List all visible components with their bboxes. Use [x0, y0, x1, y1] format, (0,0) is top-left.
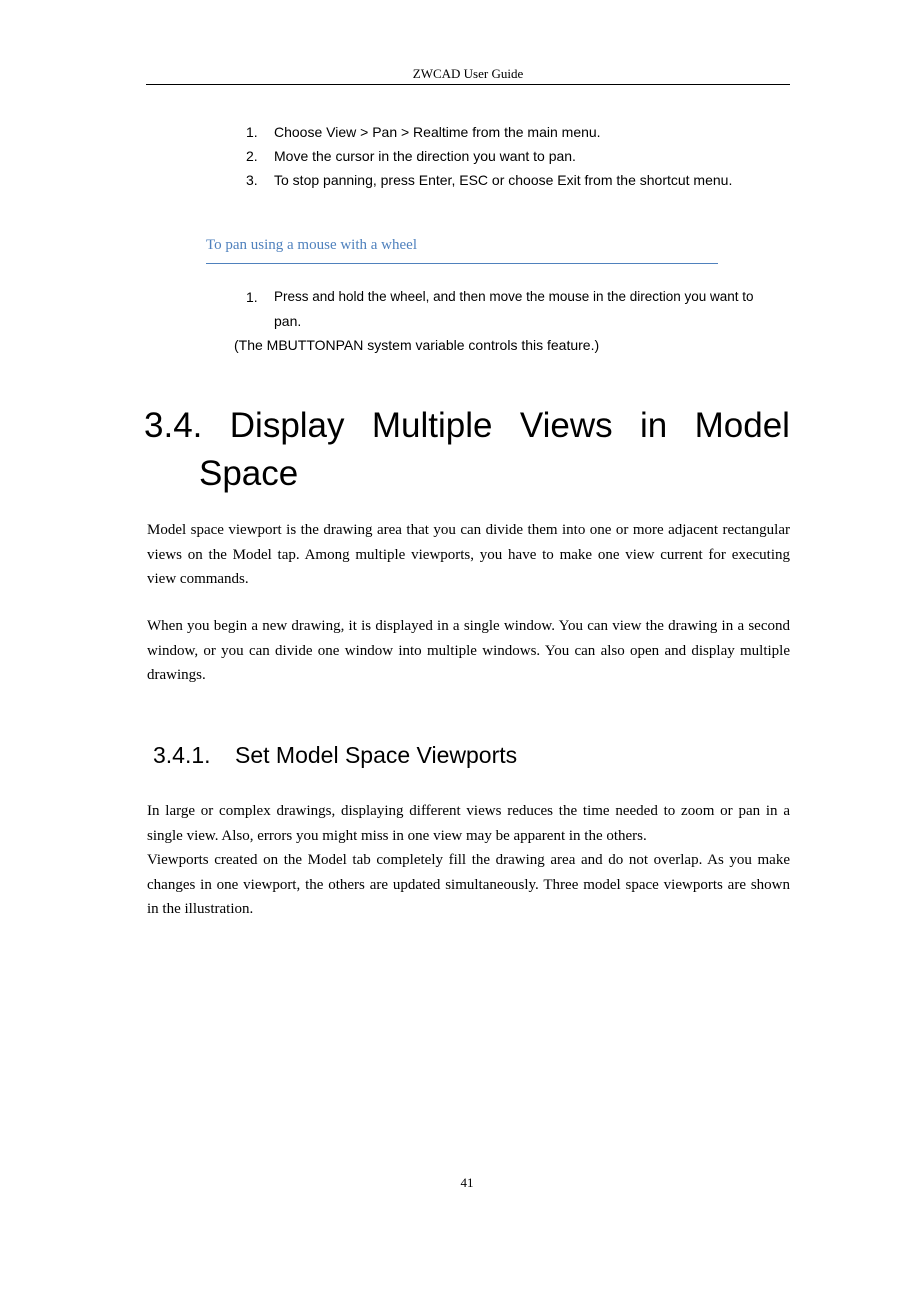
step-number: 1. — [246, 289, 258, 305]
step-text: Move the cursor in the direction you want to pan. — [274, 148, 576, 164]
procedure-heading-text: To pan using a mouse with a wheel — [206, 237, 417, 253]
subsection-number: 3.4.1. — [153, 742, 211, 768]
section-heading — [144, 402, 790, 498]
section-title-word: in — [640, 406, 668, 445]
step-number: 1. — [246, 124, 258, 140]
step-text: Choose View > Pan > Realtime from the main menu. — [274, 124, 601, 140]
step-number: 3. — [246, 172, 258, 188]
step-text: To stop panning, press Enter, ESC or choose Exit from the shortcut menu. — [274, 172, 733, 188]
subsection-title: Set Model Space Viewports — [235, 742, 518, 768]
section-heading-line1 — [144, 402, 790, 450]
procedure-heading — [206, 235, 718, 264]
header-title: ZWCAD User Guide — [412, 66, 524, 81]
page-number: 41 — [460, 1175, 474, 1190]
note-text: (The MBUTTONPAN system variable controls this feature.) — [234, 337, 600, 353]
step-number: 2. — [246, 148, 258, 164]
subsection-paragraph: In large or complex drawings, displaying different views reduces the time needed to zoom or pan in a single view. Also, errors you might miss in one view may be apparent in the others. — [147, 803, 790, 844]
section-title-word: Views — [519, 406, 613, 445]
section-paragraph: Model space viewport is the drawing area that you can divide them into one or more adjacent rectangular views on the Model tap. Among multiple viewports, you have to make one view current for executing view commands. — [147, 522, 790, 587]
step-text-continued: pan. — [274, 313, 302, 329]
section-title-word: Model — [694, 406, 790, 445]
subsection-paragraph: Viewports created on the Model tab completely fill the drawing area and do not overlap. As you make changes in one viewport, the others are updated simultaneously. Three model space viewports are shown in the illustration. — [147, 852, 790, 917]
section-title-word: Display — [229, 406, 345, 445]
section-paragraph: When you begin a new drawing, it is displayed in a single window. You can view the drawing in a second window, or you can divide one window into multiple windows. You can also open and display multiple drawings. — [147, 618, 790, 683]
section-number: 3.4. — [144, 406, 203, 445]
page-header — [146, 66, 790, 85]
section-title-word: Multiple — [371, 406, 493, 445]
step-text: Press and hold the wheel, and then move the mouse in the direction you want to — [274, 289, 754, 304]
section-heading-line2: Space — [199, 454, 299, 493]
